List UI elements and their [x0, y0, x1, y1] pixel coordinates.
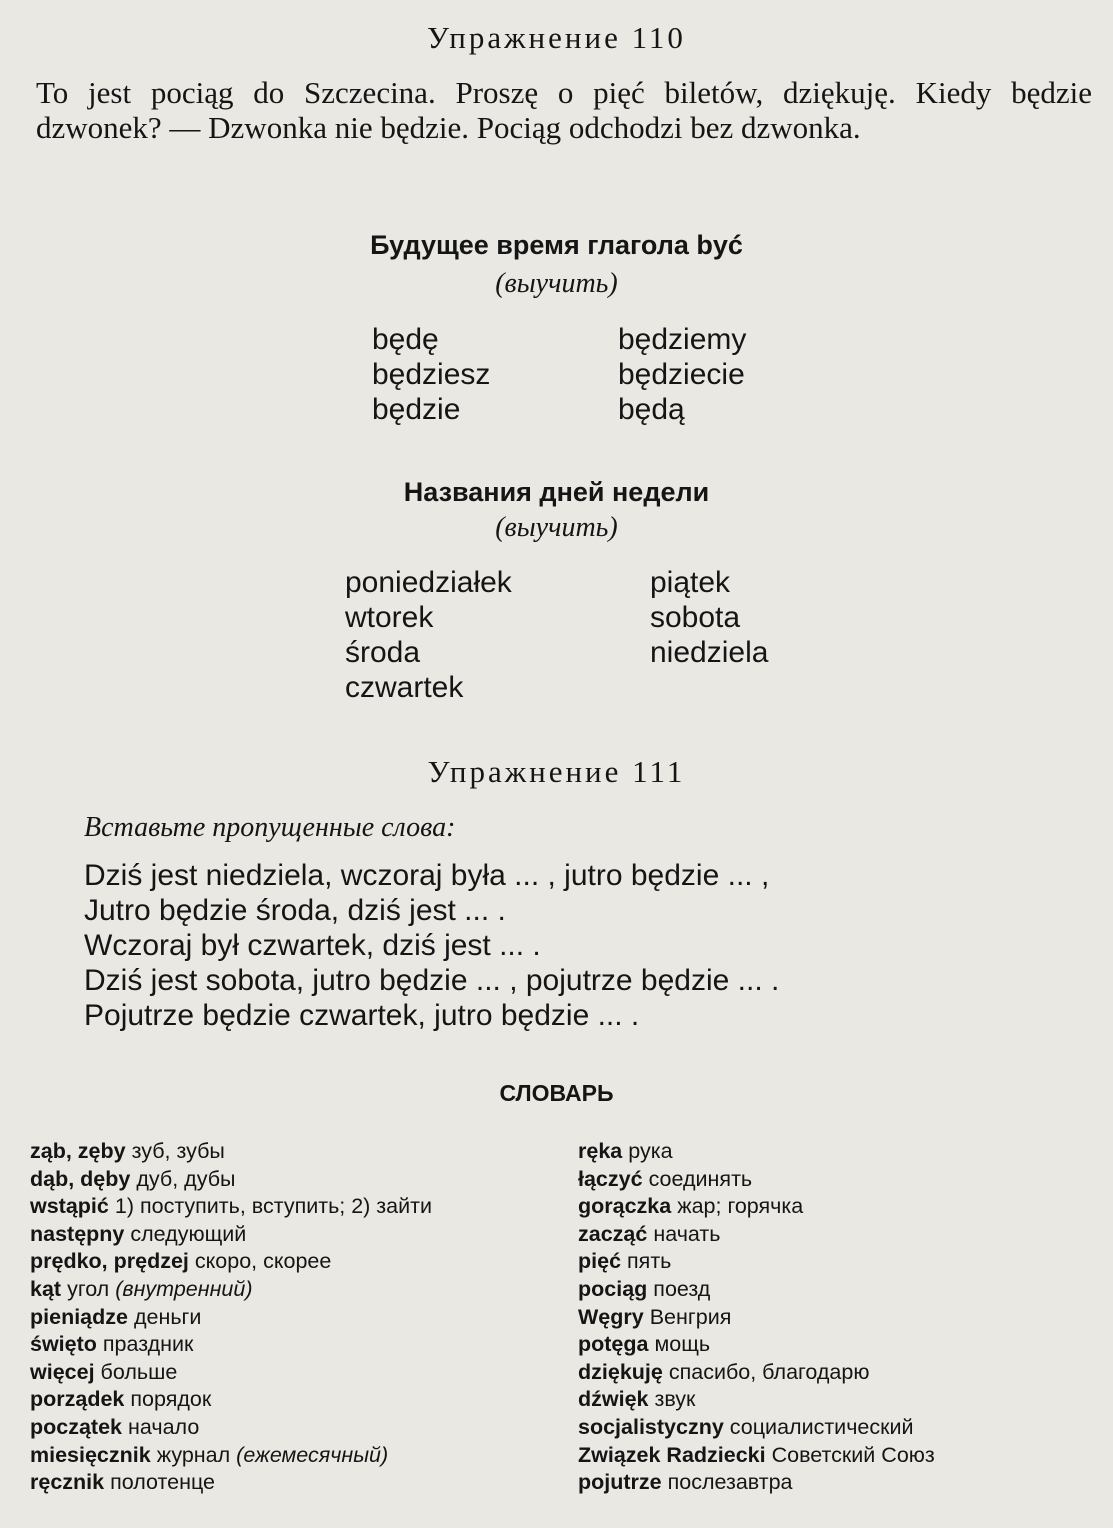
vocab-word: ręka	[578, 1139, 623, 1163]
vocabulary-right-column	[578, 1138, 935, 1497]
vocab-word: ząb, zęby	[30, 1139, 126, 1163]
vocab-translation: деньги	[133, 1304, 202, 1329]
vocab-word: święto	[30, 1332, 97, 1357]
future-tense-singular	[372, 322, 490, 427]
exercise-line: Dziś jest niedziela, wczoraj była ... , jutro będzie ... ,	[84, 859, 770, 892]
vocab-entry	[30, 1442, 432, 1470]
vocab-translation: зуб, зубы	[131, 1139, 225, 1163]
conjugation-form: będziemy	[618, 323, 747, 356]
vocab-word: pieniądze	[30, 1304, 128, 1329]
vocabulary-title: СЛОВАРЬ	[499, 1080, 614, 1106]
exercise-line: Pojutrze będzie czwartek, jutro będzie ... .	[84, 999, 640, 1032]
vocab-word: dźwięk	[578, 1387, 649, 1412]
vocab-word: dąb, dęby	[30, 1166, 131, 1191]
vocab-word: Związek Radziecki	[578, 1442, 766, 1467]
vocab-translation: следующий	[130, 1221, 247, 1246]
exercise-line: Dziś jest sobota, jutro będzie ... , pojutrze będzie ... .	[84, 964, 780, 997]
vocab-word: pojutrze	[578, 1470, 662, 1495]
vocab-word: następny	[30, 1221, 125, 1246]
vocab-entry	[30, 1248, 432, 1276]
vocab-word: więcej	[30, 1359, 95, 1384]
vocab-translation: мощь	[654, 1332, 711, 1357]
weekdays-note: (выучить)	[495, 512, 618, 543]
vocab-translation: полотенце	[110, 1470, 215, 1495]
vocab-word: łączyć	[578, 1166, 643, 1191]
future-tense-note: (выучить)	[495, 268, 618, 299]
vocab-entry	[578, 1386, 935, 1414]
weekdays-left-column	[345, 565, 512, 705]
vocab-translation: звук	[654, 1387, 696, 1412]
vocab-entry	[578, 1248, 935, 1276]
vocab-entry	[578, 1138, 935, 1166]
vocab-translation: спасибо, благодарю	[668, 1359, 870, 1384]
conjugation-form: będę	[372, 323, 439, 356]
vocab-translation: журнал	[156, 1442, 231, 1467]
vocab-entry	[30, 1221, 432, 1249]
vocabulary-left-column	[30, 1138, 432, 1497]
vocab-word: miesięcznik	[30, 1442, 151, 1467]
conjugation-form: będziecie	[618, 358, 745, 391]
vocab-entry	[30, 1304, 432, 1332]
vocab-translation: начать	[653, 1221, 721, 1246]
exercise-110-title: Упражнение 110	[427, 20, 686, 55]
vocab-note: (внутренний)	[115, 1276, 253, 1301]
weekday: poniedziałek	[345, 566, 512, 599]
weekday: wtorek	[345, 601, 434, 634]
vocab-translation: 1) поступить, вступить; 2) зайти	[114, 1194, 432, 1219]
vocab-word: prędko, prędzej	[30, 1249, 189, 1274]
vocab-word: gorączka	[578, 1194, 672, 1219]
vocab-translation: жар; горячка	[677, 1194, 804, 1219]
exercise-110-text	[36, 75, 1092, 145]
weekday: niedziela	[650, 636, 769, 669]
vocab-word: potęga	[578, 1332, 649, 1357]
vocab-translation: праздник	[102, 1332, 194, 1357]
future-tense-title: Будущее время глагола być	[370, 230, 743, 260]
vocab-entry	[578, 1166, 935, 1194]
conjugation-form: będziesz	[372, 358, 491, 391]
vocab-entry	[578, 1469, 935, 1497]
vocab-entry	[578, 1276, 935, 1304]
vocab-entry	[30, 1359, 432, 1387]
conjugation-form: będą	[618, 393, 685, 426]
vocab-entry	[578, 1304, 935, 1332]
exercise-line: Wczoraj był czwartek, dziś jest ... .	[84, 929, 541, 962]
vocab-translation: поезд	[653, 1276, 711, 1301]
vocab-word: dziękuję	[578, 1359, 663, 1384]
vocab-word: zacząć	[578, 1221, 648, 1246]
weekdays-title: Названия дней недели	[403, 477, 710, 507]
vocab-entry	[30, 1386, 432, 1414]
vocab-word: początek	[30, 1414, 123, 1439]
vocab-translation: Венгрия	[649, 1304, 732, 1329]
vocab-word: wstąpić	[30, 1194, 109, 1219]
weekday: środa	[345, 636, 421, 669]
vocab-entry	[578, 1331, 935, 1359]
vocab-entry	[578, 1221, 935, 1249]
vocab-entry	[30, 1193, 432, 1221]
vocab-word: porządek	[30, 1387, 125, 1412]
weekdays-right-column	[650, 565, 768, 670]
vocab-word: socjalistyczny	[578, 1414, 724, 1439]
vocab-translation: угол	[67, 1276, 110, 1301]
vocab-entry	[578, 1193, 935, 1221]
vocab-entry	[30, 1276, 432, 1304]
vocab-translation: социалистический	[729, 1414, 914, 1439]
conjugation-form: będzie	[372, 393, 461, 426]
exercise-110-paragraph: To jest pociąg do Szczecina. Proszę o pięć biletów, dziękuję. Kiedy będzie dzwonek? — Dzwonka nie będzie. Pociąg odchodzi bez dzwonka.	[36, 75, 1092, 145]
future-tense-plural	[618, 322, 746, 427]
weekday: czwartek	[345, 671, 464, 704]
vocab-translation: послезавтра	[667, 1470, 793, 1495]
vocab-translation: рука	[628, 1139, 673, 1163]
exercise-111-title: Упражнение 111	[427, 754, 686, 789]
vocab-entry	[30, 1138, 432, 1166]
exercise-111-instruction: Вставьте пропущенные слова:	[84, 812, 456, 843]
vocab-word: pociąg	[578, 1276, 648, 1301]
vocab-entry	[30, 1331, 432, 1359]
vocab-translation: пять	[627, 1249, 672, 1274]
vocab-translation: порядок	[130, 1387, 212, 1412]
vocab-word: ręcznik	[30, 1470, 105, 1495]
vocab-translation: Советский Союз	[771, 1442, 935, 1467]
vocab-entry	[30, 1469, 432, 1497]
vocab-translation: соединять	[648, 1166, 753, 1191]
vocab-entry	[30, 1166, 432, 1194]
weekday: sobota	[650, 601, 741, 634]
exercise-line: Jutro będzie środa, dziś jest ... .	[84, 894, 506, 927]
vocab-translation: скоро, скорее	[194, 1249, 332, 1274]
vocab-translation: больше	[100, 1359, 178, 1384]
weekday: piątek	[650, 566, 731, 599]
vocab-entry	[578, 1442, 935, 1470]
exercise-111-lines	[84, 858, 779, 1033]
vocab-entry	[578, 1414, 935, 1442]
vocab-note: (ежемесячный)	[236, 1442, 389, 1467]
vocab-entry	[30, 1414, 432, 1442]
vocab-word: pięć	[578, 1249, 622, 1274]
vocab-entry	[578, 1359, 935, 1387]
vocab-word: Węgry	[578, 1304, 644, 1329]
vocab-word: kąt	[30, 1276, 62, 1301]
vocab-translation: начало	[128, 1414, 200, 1439]
vocab-translation: дуб, дубы	[136, 1166, 236, 1191]
